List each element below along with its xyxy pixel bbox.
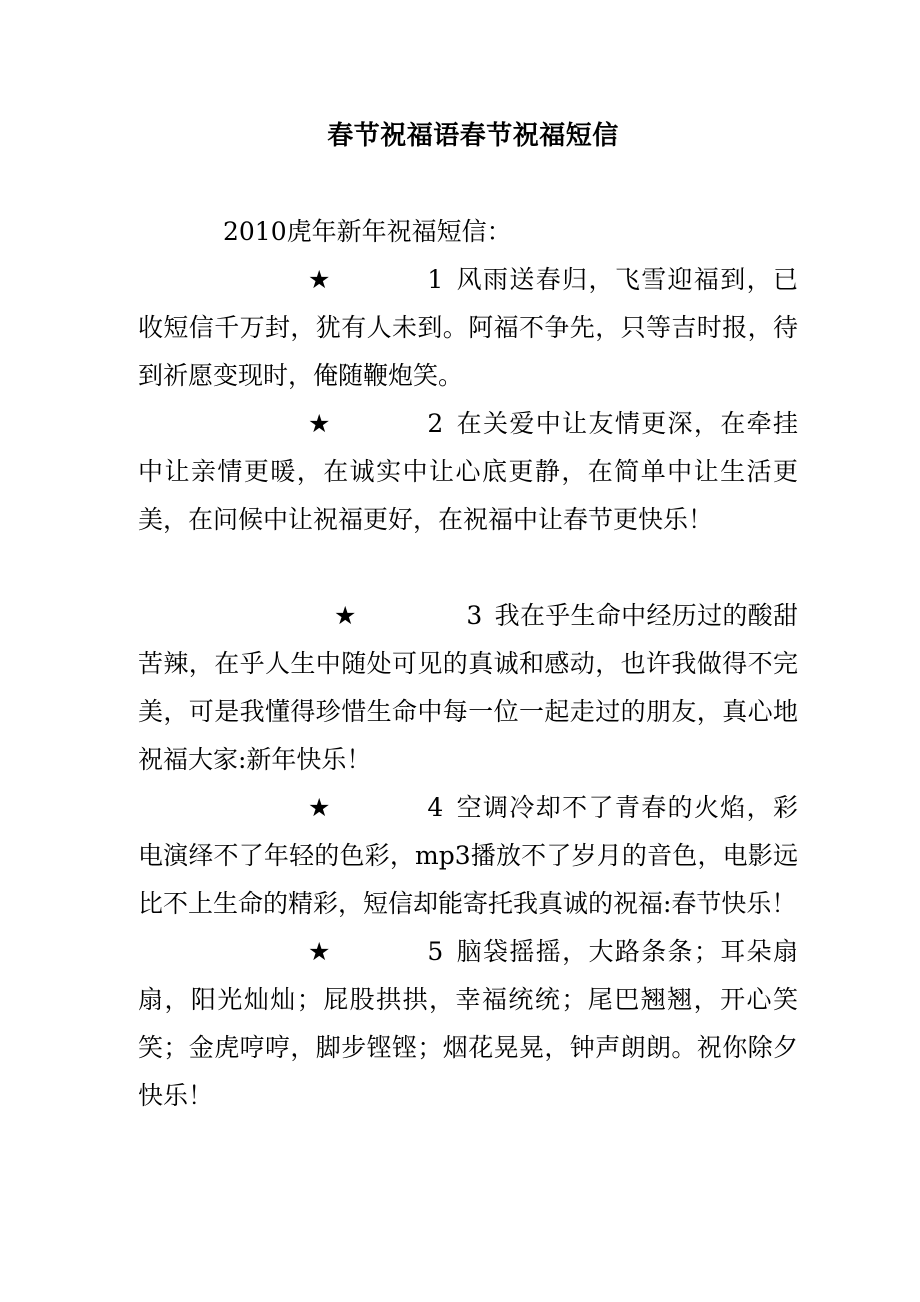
item-text: 我在乎生命中经历过的酸甜苦辣，在乎人生中随处可见的真诚和感动，也许我做得不完美，可是我懂得珍惜生命中每一位一起走过的朋友，真心地祝福大家:新年快乐！ <box>138 601 798 774</box>
document-title: 春节祝福语春节祝福短信 <box>327 121 619 151</box>
star-icon: ★ <box>308 265 331 294</box>
star-icon: ★ <box>334 601 357 630</box>
item-text: 脑袋摇摇，大路条条；耳朵扇扇，阳光灿灿；屁股拱拱，幸福统统；尾巴翘翘，开心笑笑；金虎哼哼，脚步铿铿；烟花晃晃，钟声朗朗。祝你除夕快乐！ <box>138 937 798 1110</box>
greeting-item-1 <box>138 256 798 400</box>
greeting-item-5 <box>138 928 798 1120</box>
greeting-item-4 <box>138 784 798 928</box>
item-number: 2 <box>427 409 444 438</box>
star-icon: ★ <box>308 793 331 822</box>
item-text: 在关爱中让友情更深，在牵挂中让亲情更暖，在诚实中让心底更静，在简单中让生活更美，在问候中让祝福更好，在祝福中让春节更快乐！ <box>138 409 798 534</box>
star-icon: ★ <box>308 937 331 966</box>
item-number: 4 <box>427 793 444 822</box>
item-number: 3 <box>466 601 483 630</box>
item-number: 5 <box>427 937 444 966</box>
document-body <box>138 208 798 1120</box>
intro-line: 2010虎年新年祝福短信： <box>223 217 512 246</box>
star-icon: ★ <box>308 409 331 438</box>
item-text: 空调冷却不了青春的火焰，彩电演绎不了年轻的色彩，mp3播放不了岁月的音色，电影远比不上生命的精彩，短信却能寄托我真诚的祝福:春节快乐！ <box>138 793 798 918</box>
greeting-item-2 <box>138 400 798 544</box>
item-number: 1 <box>427 265 444 294</box>
blank-line <box>138 544 798 592</box>
greeting-item-3 <box>138 592 798 784</box>
item-text: 风雨送春归，飞雪迎福到，已收短信千万封，犹有人未到。阿福不争先，只等吉时报，待到祈愿变现时，俺随鞭炮笑。 <box>138 265 798 390</box>
